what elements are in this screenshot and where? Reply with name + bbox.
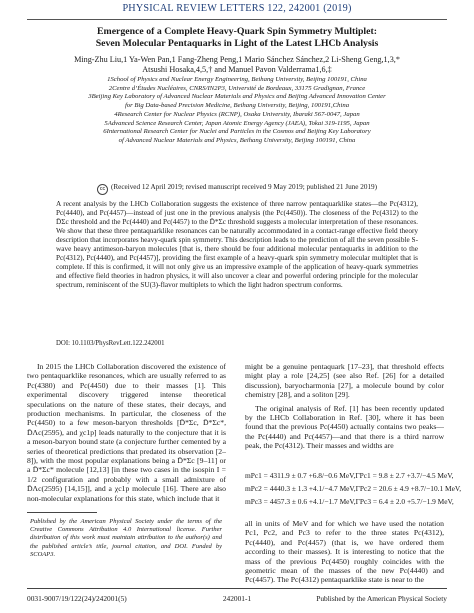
body-paragraph: might be a genuine pentaquark [17–23], that threshold effects might play a role [24,25] (see also Ref. [26] for a detailed discussion), baryocharmonia [27], a molecule bound by color chemistry [28], and a soliton [29].: [245, 362, 444, 400]
mass-equation: mPc2 = 4440.3 ± 1.3 +4.1/−4.7 MeV,: [245, 484, 356, 494]
affiliation: 5Advanced Science Research Center, Japan Atomic Energy Agency (JAEA), Tokai 319-1195, Japan: [104, 119, 370, 127]
body-paragraph: The original analysis of Ref. [1] has been recently updated by the LHCb Collaboration in Ref. [30], where it has been found that the previous Pc(4450) actually contains two peaks—the Pc(4440) and Pc(4457)—and that there is a third narrow peak, the Pc(4312). Their masses and widths are: [245, 403, 444, 451]
affiliation: 4Research Center for Nuclear Physics (RCNP), Osaka University, Ibaraki 567-0047, Japan: [114, 110, 360, 118]
equation-row: [245, 469, 454, 482]
width-equation: ΓPc3 = 6.4 ± 2.0 +5.7/−1.9 MeV,: [355, 497, 454, 507]
affiliation: of Advanced Nuclear Materials and Physics, Beihang University, Beijing 100191, China: [118, 136, 356, 144]
equation-row: [245, 495, 454, 508]
right-column-continued: all in units of MeV and for which we have used the notation Pc1, Pc2, and Pc3 to refer to the three states Pc(4312), Pc(4440), and Pc(4457) (that is, we have ordered them according to their masses). It is interesting to notice that the mass of the previous Pc(4450) roughly coincides with the geometric mean of the masses of the new Pc(4440) and Pc(4457). The Pc(4312) pentaquarklike state is near to the: [245, 519, 444, 585]
left-column: [27, 362, 226, 507]
body-paragraph: In 2015 the LHCb Collaboration discovered the existence of two pentaquarklike resonances, which are usually referred to as Pc(4380) and Pc(4450) due to their masses [1]. This experimental discovery triggered intense theoretical speculations on the nature of these states, their decays, and production mechanisms. In particular, the closeness of the Pc(4450) to a few meson-baryon thresholds [D̄*Σc, D̄*Σc*, D̄Λc(2595), and χc1p] leads naturally to the conjecture that it is a meson-baryon bound state (a conjecture further cemented by a series of theoretical predictions that predated its observation [2–8]), with the most popular explanations being a D̄*Σc [9–11] or a D̄*Σc* molecule [12,13] [in these two cases in the isospin I = 1/2 configuration and probably with a small admixture of D̄Λc(2595) [14,15]], and a χc1p molecule [16]. There are also non-molecular explanations for this state, which include that it: [27, 362, 226, 503]
equation-row: [245, 482, 462, 495]
mass-equation: mPc1 = 4311.9 ± 0.7 +6.8/−0.6 MeV,: [245, 471, 356, 480]
authors-line-1: Ming-Zhu Liu,1 Ya-Wen Pan,1 Fang-Zheng Peng,1 Mario Sánchez Sánchez,2 Li-Sheng Geng,1,3,*: [74, 55, 400, 64]
issn-code: 0031-9007/19/122(24)/242001(5): [27, 594, 127, 603]
open-access-icon: cc: [97, 184, 108, 195]
paper-title: [30, 26, 444, 49]
abstract: A recent analysis by the LHCb Collaboration suggests the existence of three narrow pentaquarklike states—the Pc(4312), Pc(4440), and Pc(4457)—instead of just one in the previous analysis (the Pc(4450)). The closeness of the Pc(4312) to the D̄Σc threshold and the Pc(4440) and Pc(4457) to the D̄*Σc threshold suggests a molecular interpretation of these resonances. We show that these three pentaquarklike resonances can be naturally accommodated in a contact-range effective field theory description that incorporates heavy-quark spin symmetry. This description leads to the prediction of all the seven possible S-wave heavy antimeson-baryon molecules [that is, there should be four additional molecular pentaquarks in addition to the Pc(4312), Pc(4440), and Pc(4457)], providing the first example of a heavy-quark spin symmetry molecular multiplet that is complete. If this is confirmed, it will not only give us an impressive example of the application of heavy-quark symmetries and effective field theories in hadron physics, it will also uncover a clear and powerful ordering principle for the molecular spectrum, reminiscent of the SU(3)-flavor multiplets to which the light hadron spectrum conforms.: [56, 200, 418, 290]
received-dates: [0, 183, 474, 195]
affiliation: 2Centre d’Études Nucléaires, CNRS/IN2P3, Université de Bordeaux, 33175 Gradignan, France: [108, 84, 366, 92]
affiliation: 6International Research Center for Nuclei and Particles in the Cosmos and Beijing Key Laboratory: [103, 128, 371, 136]
affiliation: 3Beijing Key Laboratory of Advanced Nuclear Materials and Physics and Beijing Advanced Innovation Center: [88, 93, 386, 101]
page-number: 242001-1: [222, 594, 252, 603]
publisher-line: Published by the American Physical Society: [316, 594, 447, 603]
author-list: [30, 55, 444, 76]
journal-header: PHYSICAL REVIEW LETTERS 122, 242001 (2019): [122, 3, 352, 14]
doi-link[interactable]: DOI: 10.1103/PhysRevLett.122.242001: [56, 340, 165, 347]
mass-width-equations: [245, 469, 462, 509]
footer-rule: [27, 588, 447, 589]
title-line-2: Seven Molecular Pentaquarks in Light of the Latest LHCb Analysis: [95, 37, 379, 49]
affiliation: 1School of Physics and Nuclear Energy Engineering, Beihang University, Beijing 100191, China: [107, 76, 367, 83]
right-column: [245, 362, 444, 455]
width-equation: ΓPc1 = 9.8 ± 2.7 +3.7/−4.5 MeV,: [355, 471, 454, 480]
license-footnote: Published by the American Physical Society under the terms of the Creative Commons Attribution 4.0 International license. Further distribution of this work must maintain attribution to the author(s) and the published article’s title, journal citation, and DOI. Funded by SCOAP3.: [30, 518, 222, 558]
affiliations: [26, 76, 448, 146]
title-line-1: Emergence of a Complete Heavy-Quark Spin Symmetry Multiplet:: [97, 26, 377, 37]
width-equation: ΓPc2 = 20.6 ± 4.9 +8.7/−10.1 MeV,: [355, 484, 462, 494]
header-rule: [27, 19, 447, 20]
affiliation: for Big Data-based Precision Medicine, Beihang University, Beijing, 100191,China: [124, 102, 350, 110]
received-text: (Received 12 April 2019; revised manuscript received 9 May 2019; published 21 June 2019): [110, 183, 378, 191]
footnote-rule: [27, 512, 97, 513]
mass-equation: mPc3 = 4457.3 ± 0.6 +4.1/−1.7 MeV,: [245, 497, 356, 507]
authors-line-2: Atsushi Hosaka,4,5,† and Manuel Pavon Valderrama1,6,‡: [142, 65, 332, 75]
